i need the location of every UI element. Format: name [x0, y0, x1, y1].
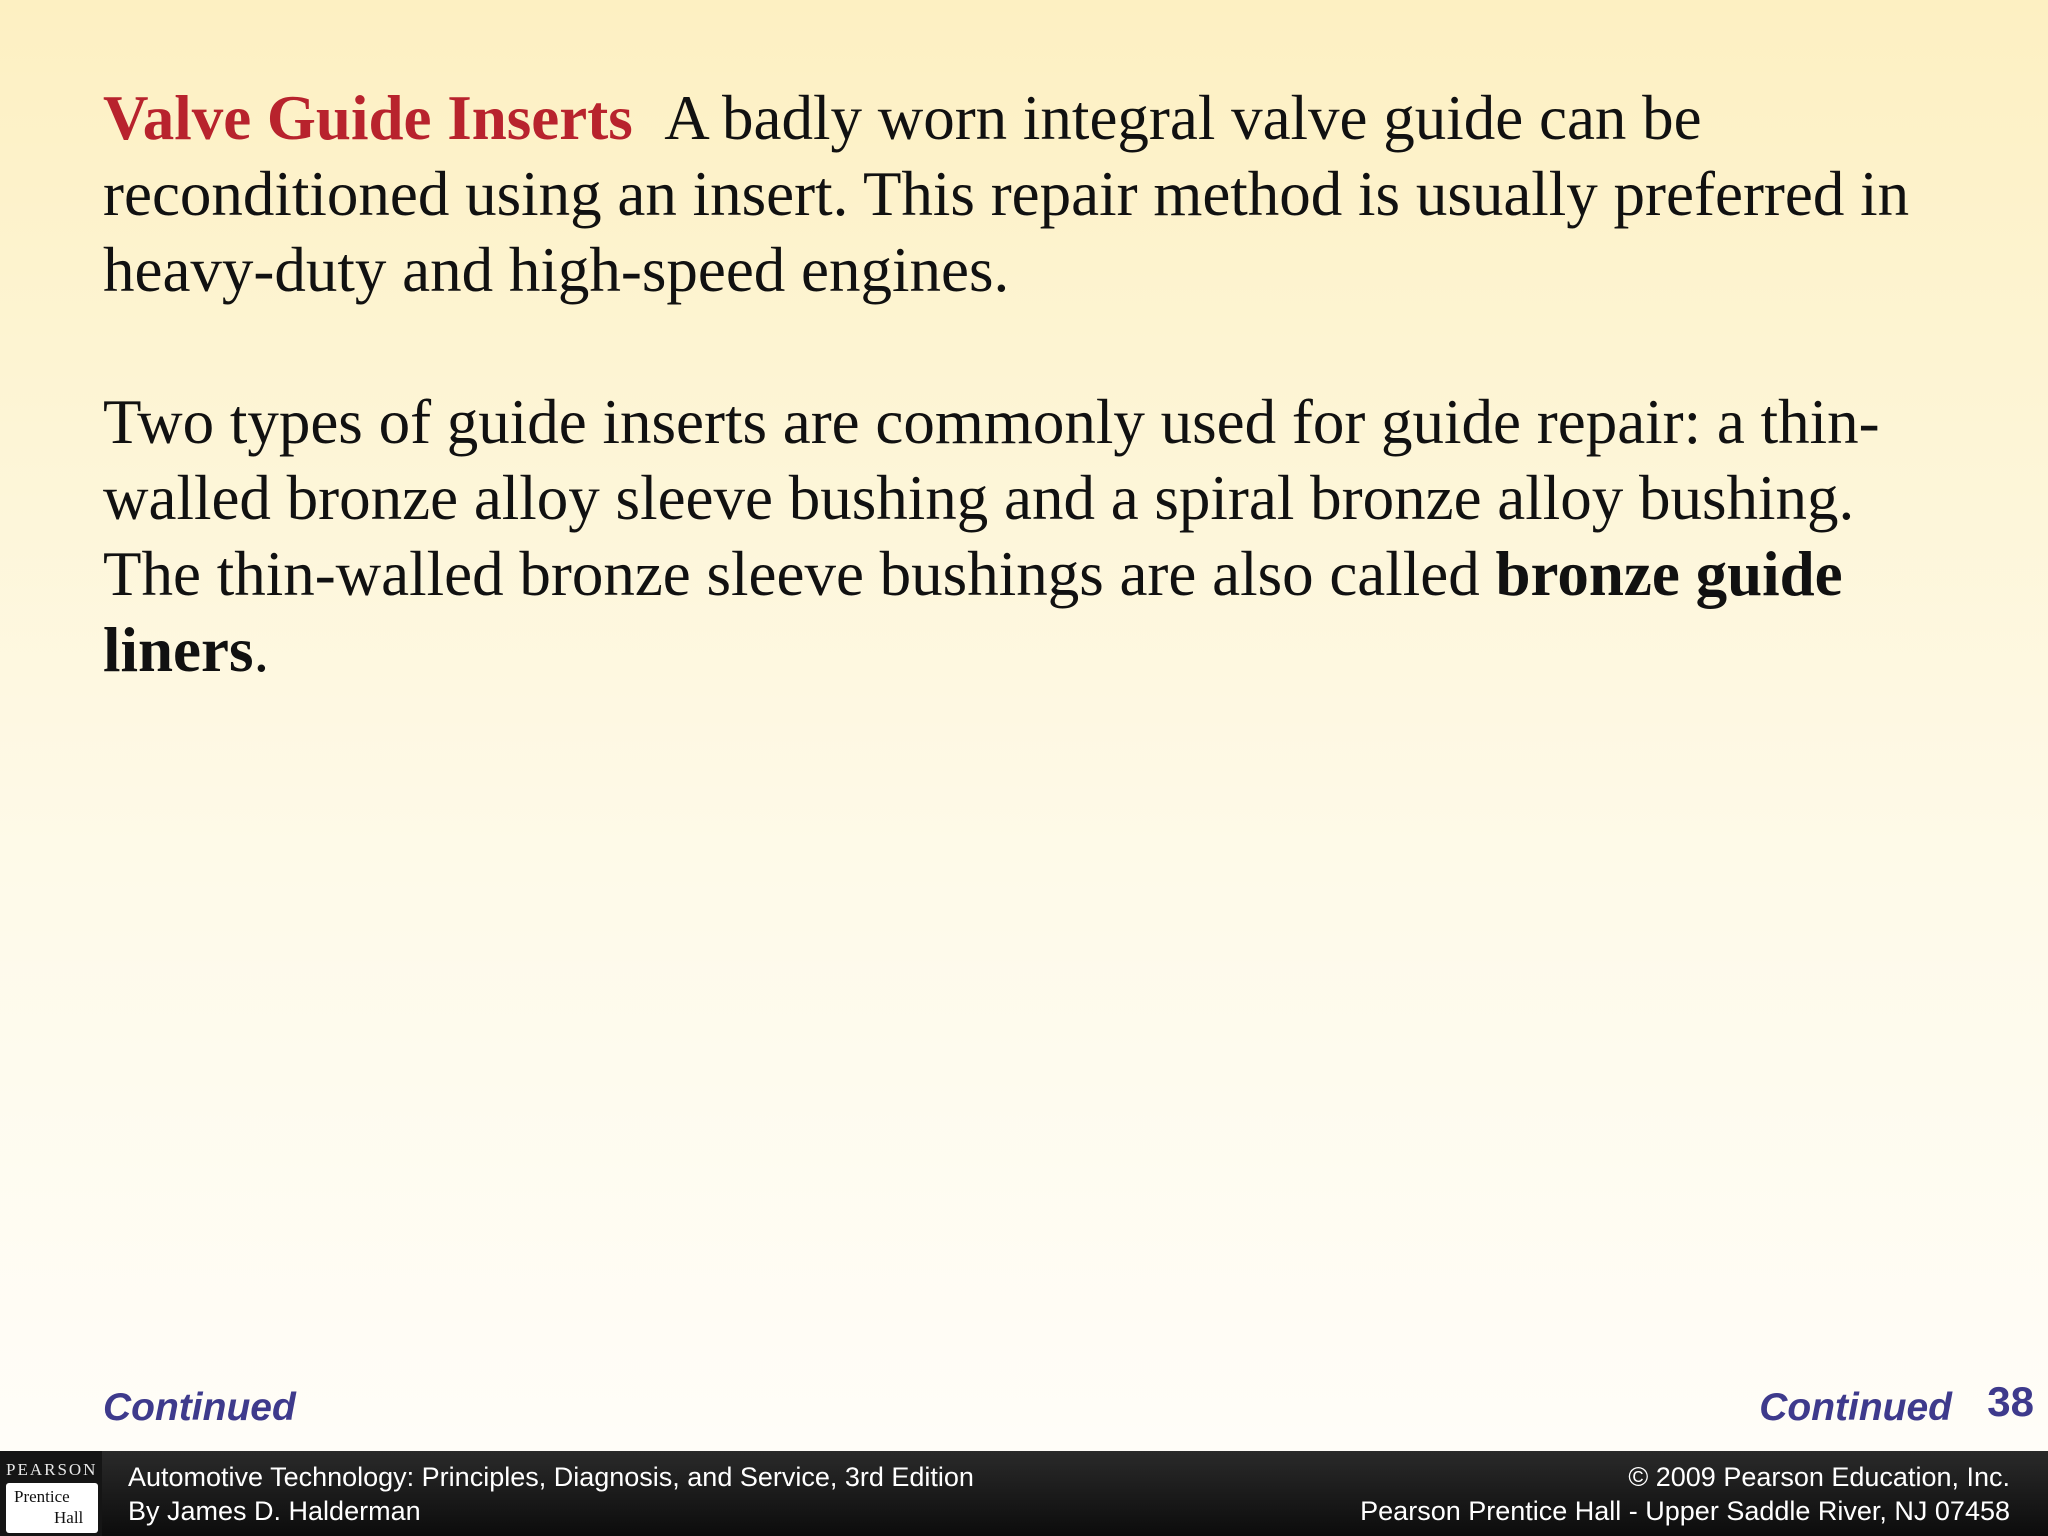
- footer-book-title: Automotive Technology: Principles, Diagnosis, and Service, 3rd Edition: [128, 1462, 974, 1492]
- page-number: 38: [1987, 1378, 2034, 1425]
- paragraph-intro: [103, 80, 1963, 308]
- logo-line-1: Prentice: [14, 1487, 70, 1506]
- paragraph-types-text: Two types of guide inserts are commonly used for guide repair: a thin-walled bronze alloy sleeve bushing and a spiral bronze alloy bushing. The thin-walled bronze sleeve bushings are also called: [103, 387, 1880, 609]
- key-term: bronze guide liners: [103, 539, 1843, 685]
- footer-publisher: Pearson Prentice Hall - Upper Saddle River, NJ 07458: [1360, 1496, 2010, 1526]
- slide-heading: Valve Guide Inserts: [103, 83, 633, 153]
- logo-wordmark: PEARSON: [6, 1460, 98, 1479]
- footer-bar: [0, 1451, 2048, 1536]
- logo-badge: [6, 1483, 98, 1533]
- footer-copyright: © 2009 Pearson Education, Inc.: [1628, 1462, 2010, 1492]
- footer-author: By James D. Halderman: [128, 1496, 421, 1526]
- paragraph-types-end: .: [253, 615, 270, 685]
- publisher-logo: [0, 1451, 102, 1536]
- paragraph-intro-text: A badly worn integral valve guide can be reconditioned using an insert. This repair method is usually preferred in heavy-duty and high-speed engines.: [103, 83, 1910, 305]
- slide-content: [103, 80, 1963, 688]
- logo-line-2: Hall: [54, 1508, 84, 1527]
- continued-right-link[interactable]: Continued: [1759, 1386, 1952, 1429]
- paragraph-types: [103, 384, 1963, 688]
- footer-publisher-info: [1360, 1460, 2010, 1528]
- footer-book-info: [128, 1460, 974, 1528]
- continued-left-link[interactable]: Continued: [103, 1386, 296, 1429]
